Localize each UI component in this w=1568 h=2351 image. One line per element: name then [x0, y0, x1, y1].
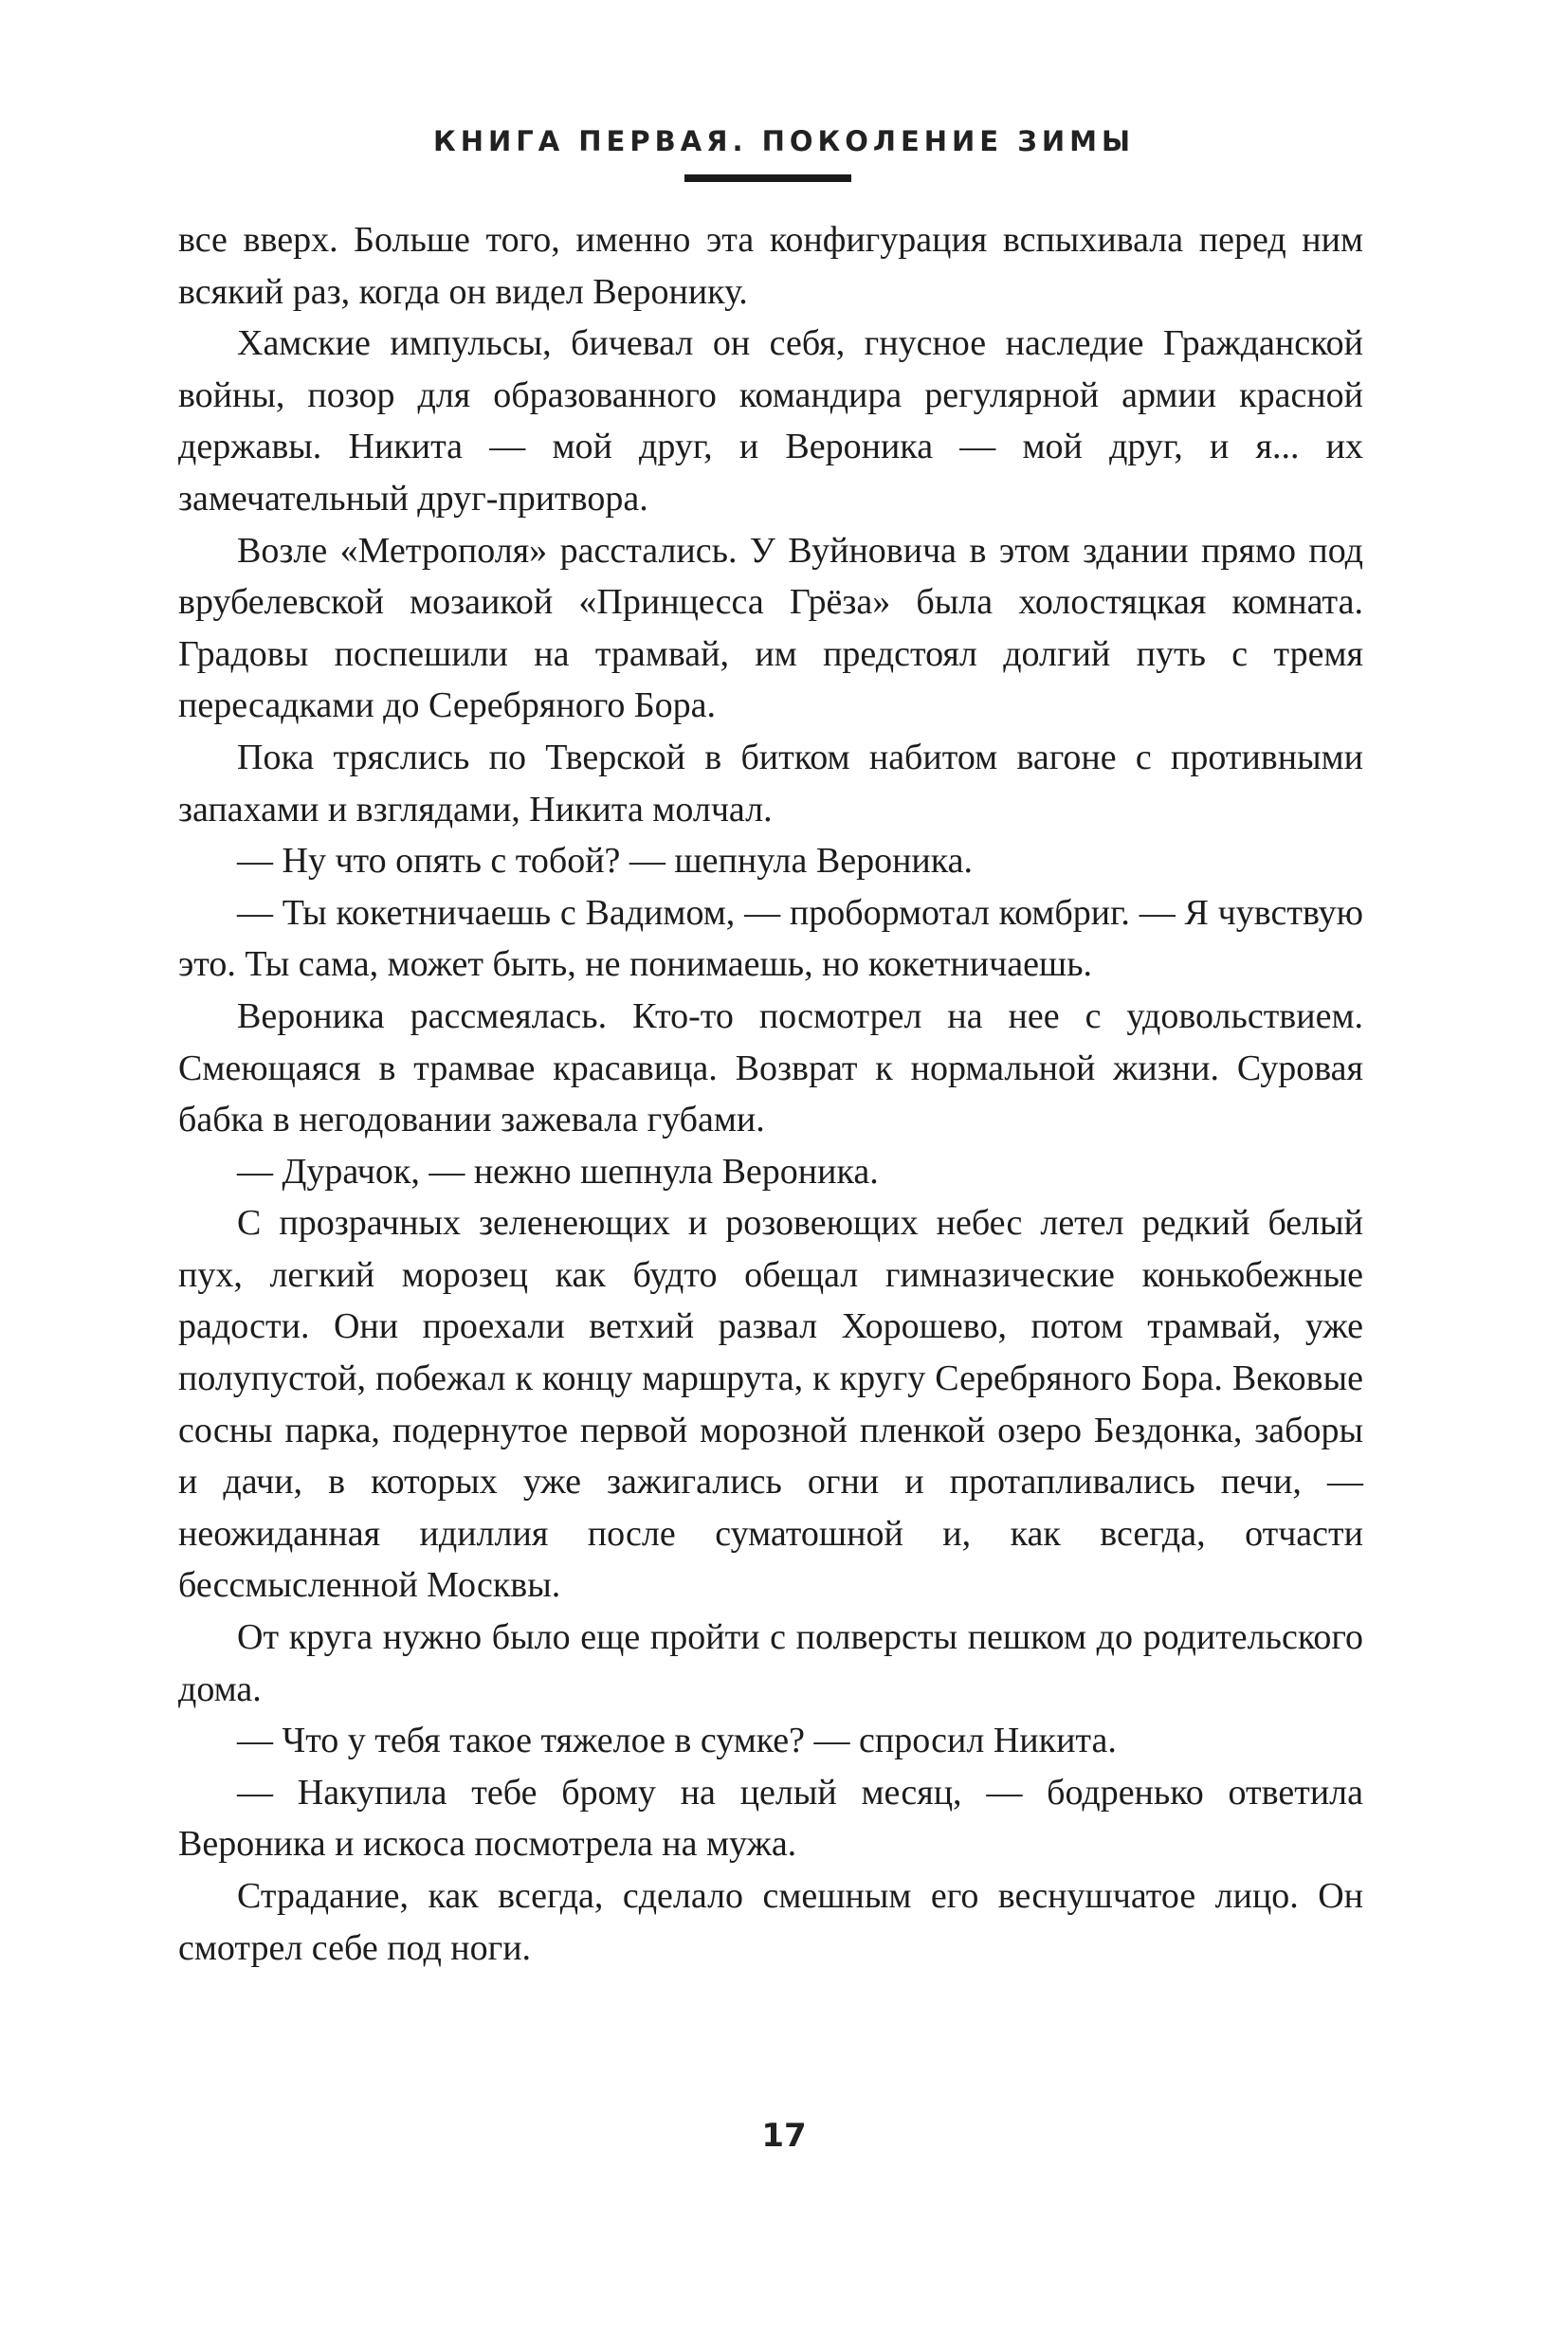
page-number: 17	[761, 2117, 807, 2155]
dialogue-line: — Накупила тебе брому на целый месяц, — бодренько ответила Вероника и искоса посмотрела на мужа.	[178, 1772, 1363, 1865]
paragraph: Вероника рассмеялась. Кто-то посмотрел на нее с удовольствием. Смеющаяся в трамвае красавица. Возврат к нормальной жизни. Суровая бабка в негодовании зажевала губами.	[178, 995, 1363, 1140]
dialogue-line: — Что у тебя такое тяжелое в сумке? — спросил Никита.	[237, 1721, 1117, 1761]
dialogue-line: — Ты кокетничаешь с Вадимом, — пробормотал комбриг. — Я чувствую это. Ты сама, может быть, не понимаешь, но кокетничаешь.	[178, 892, 1363, 985]
paragraph: Пока тряслись по Тверской в битком набитом вагоне с противными запахами и взглядами, Никита молчал.	[178, 737, 1363, 829]
running-title: КНИГА ПЕРВАЯ. ПОКОЛЕНИЕ ЗИМЫ	[433, 125, 1135, 157]
body-text	[178, 214, 1363, 1974]
dialogue-line: — Ну что опять с тобой? — шепнула Вероника.	[237, 841, 974, 882]
paragraph: С прозрачных зеленеющих и розовеющих небес летел редкий белый пух, легкий морозец как будто обещал гимназические конькобежные радости. Они проехали ветхий развал Хорошево, потом трамвай, уже полупустой, побежал к концу маршрута, к кругу Серебряного Бора. Вековые сосны парка, подернутое первой морозной пленкой озеро Бездонка, заборы и дачи, в которых уже зажигались огни и протапливались печи, — неожиданная идиллия после суматошной и, как всегда, отчасти бессмысленной Москвы.	[178, 1203, 1363, 1606]
paragraph: От круга нужно было еще пройти с полверсты пешком до родительского дома.	[178, 1617, 1363, 1709]
paragraph: Хамские импульсы, бичевал он себя, гнусное наследие Гражданской войны, позор для образованного командира регулярной армии красной державы. Никита — мой друг, и Вероника — мой друг, и я... их замечательный друг-притвора.	[178, 323, 1363, 519]
paragraph: Возле «Метрополя» расстались. У Вуйновича в этом здании прямо под врубелевской мозаикой «Принцесса Грёза» была холостяцкая комната. Градовы поспешили на трамвай, им предстоял долгий путь с тремя пересадками до Серебряного Бора.	[178, 530, 1363, 726]
paragraph: все вверх. Больше того, именно эта конфигурация вспыхивала перед ним всякий раз, когда он видел Веронику.	[178, 220, 1363, 312]
dialogue-line: — Дурачок, — нежно шепнула Вероника.	[237, 1151, 879, 1192]
header-rule	[684, 174, 851, 182]
paragraph: Страдание, как всегда, сделало смешным его веснушчатое лицо. Он смотрел себе под ноги.	[178, 1876, 1363, 1968]
